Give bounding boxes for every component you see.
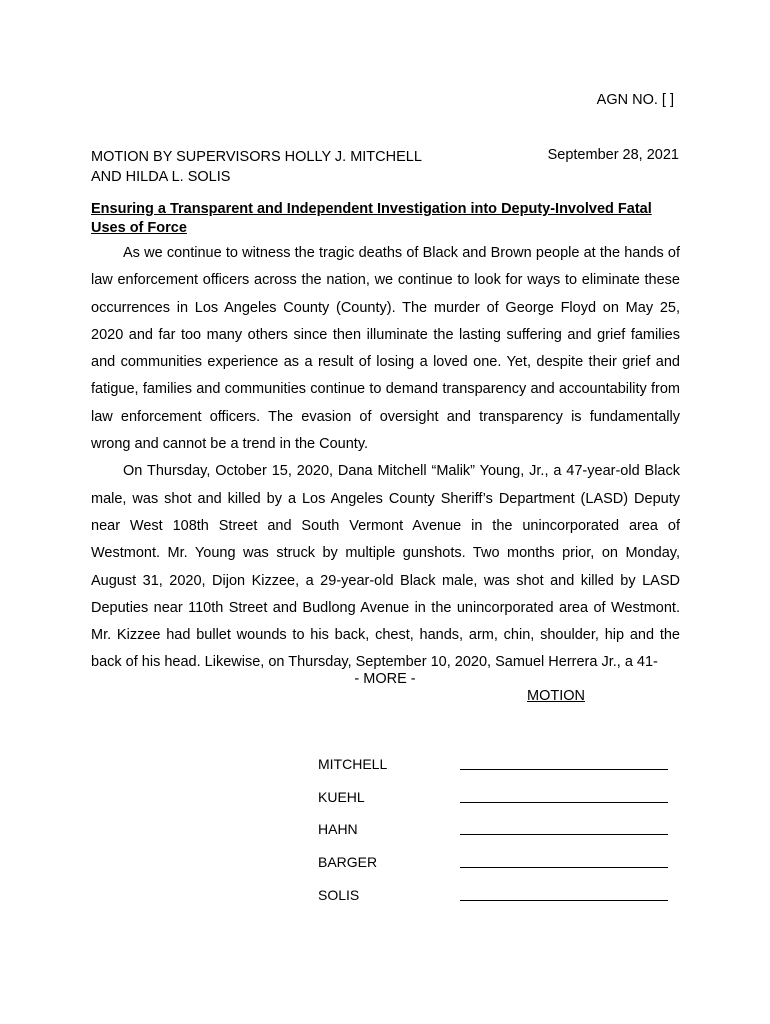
vote-name: BARGER (318, 854, 378, 870)
motion-date: September 28, 2021 (547, 147, 679, 163)
motion-label: MOTION (527, 688, 585, 704)
motion-sponsors (91, 147, 422, 187)
vote-row-kuehl (318, 789, 670, 809)
body-paragraph-1: As we continue to witness the tragic deaths of Black and Brown people at the hands of law enforcement officers across the nation, we continue to look for ways to eliminate these occurrences in Los Angeles County (County). The murder of George Floyd on May 25, 2020 and far too many others since then illuminate the lasting suffering and grief families and communities experience as a result of losing a loved one. Yet, despite their grief and fatigue, families and communities continue to demand transparency and accountability from law enforcement officers. The evasion of oversight and transparency is fundamentally wrong and cannot be a trend in the County. (91, 245, 680, 453)
vote-name: SOLIS (318, 887, 360, 903)
vote-row-barger (318, 854, 670, 874)
body-paragraph-2: On Thursday, October 15, 2020, Dana Mitchell “Malik” Young, Jr., a 47-year-old Black male, was shot and killed by a Los Angeles County Sheriff’s Department (LASD) Deputy near West 108th Street and South Vermont Avenue in the unincorporated area of Westmont. Mr. Young was struck by multiple gunshots. Two months prior, on Monday, August 31, 2020, Dijon Kizzee, a 29-year-old Black male, was shot and killed by LASD Deputies near 110th Street and Budlong Avenue in the unincorporated area of Westmont. Mr. Kizzee had bullet wounds to his back, chest, hands, arm, chin, shoulder, hip and the back of his head. Likewise, on Thursday, September 10, 2020, Samuel Herrera Jr., a 41- (91, 463, 680, 671)
agenda-number: AGN NO. [ ] (596, 92, 674, 108)
motion-sponsors-line-1: MOTION BY SUPERVISORS HOLLY J. MITCHELL (91, 149, 422, 165)
vote-row-hahn (318, 821, 670, 841)
motion-sponsors-line-2: AND HILDA L. SOLIS (91, 169, 231, 185)
vote-signature-line (460, 900, 668, 901)
vote-name: HAHN (318, 821, 358, 837)
vote-name: KUEHL (318, 789, 365, 805)
vote-row-mitchell (318, 756, 670, 776)
vote-name: MITCHELL (318, 756, 388, 772)
vote-signature-line (460, 769, 668, 770)
vote-row-solis (318, 887, 670, 907)
vote-signature-line (460, 834, 668, 835)
vote-signature-line (460, 867, 668, 868)
motion-body (91, 240, 680, 677)
vote-signature-line (460, 802, 668, 803)
more-indicator: - MORE - (354, 671, 416, 687)
motion-title: Ensuring a Transparent and Independent Investigation into Deputy-Involved Fatal Uses of Force (91, 201, 652, 236)
